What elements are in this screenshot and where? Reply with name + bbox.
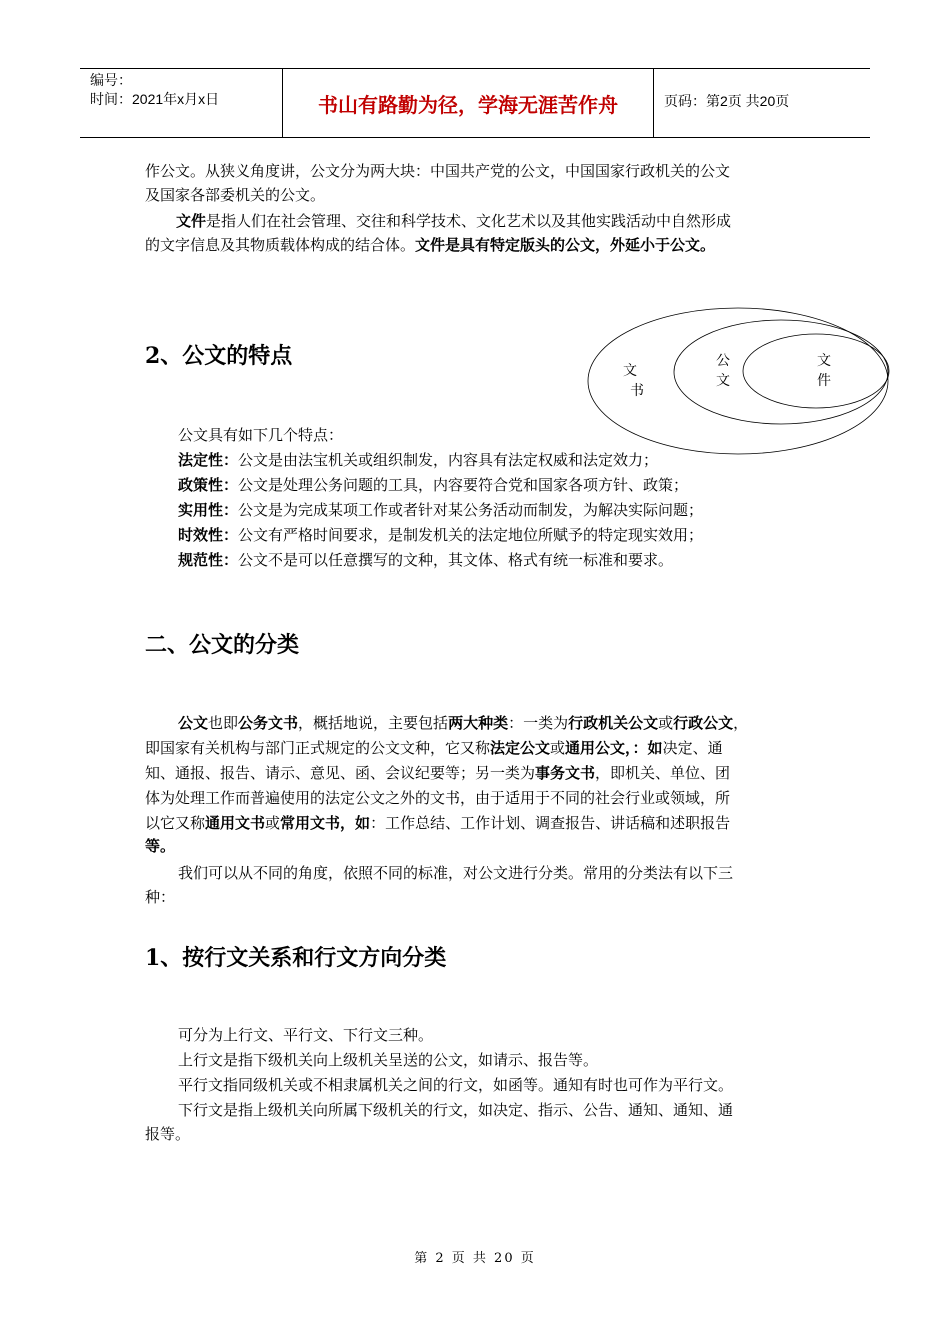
feature-item xyxy=(178,499,703,522)
venn-inner-char: 件 xyxy=(817,373,831,389)
term: 法定公文 xyxy=(490,739,551,757)
class-line xyxy=(178,712,748,735)
text: 或 xyxy=(265,814,281,832)
class-line: 我们可以从不同的角度，依照不同的标准，对公文进行分类。常用的分类法有以下三 xyxy=(178,864,734,882)
feature-item xyxy=(178,524,703,547)
term: 两大种类 xyxy=(448,714,509,732)
term-wenjian: 文件 xyxy=(176,212,207,230)
venn-diagram xyxy=(585,305,895,457)
text: ， xyxy=(733,714,749,732)
term: 常用文书，如 xyxy=(280,814,371,832)
feature-text: 公文不是可以任意撰写的文种，其文体、格式有统一标准和要求。 xyxy=(238,551,674,569)
venn-outer-char: 文 xyxy=(623,363,637,379)
text: ，即机关、单位、团 xyxy=(595,764,731,782)
text: 也即 xyxy=(208,714,239,732)
feature-text: 公文是处理公务问题的工具，内容要符合党和国家各项方针、政策； xyxy=(238,476,689,494)
term: 行政机关公文 xyxy=(568,714,659,732)
feature-item xyxy=(178,549,673,572)
direction-line: 平行文指同级机关或不相隶属机关之间的行文，如函等。通知有时也可作为平行文。 xyxy=(178,1076,734,1094)
direction-line: 上行文是指下级机关向上级机关呈送的公文，如请示、报告等。 xyxy=(178,1051,599,1069)
direction-line: 下行文是指上级机关向所属下级机关的行文，如决定、指示、公告、通知、通知、通 xyxy=(178,1101,734,1119)
venn-inner-char: 文 xyxy=(817,353,831,369)
text: 或 xyxy=(550,739,566,757)
feature-term: 规范性： xyxy=(178,551,239,569)
feature-term: 实用性： xyxy=(178,501,239,519)
feature-term: 时效性： xyxy=(178,526,239,544)
class-line xyxy=(145,737,723,760)
intro-line: 作公文。从狭义角度讲，公文分为两大块：中国共产党的公文，中国国家行政机关的公文 xyxy=(145,162,731,180)
intro-text: 是指人们在社会管理、交往和科学技术、文化艺术以及其他实践活动中自然形成 xyxy=(206,212,732,230)
feature-item xyxy=(178,474,688,497)
intro-line xyxy=(176,210,731,233)
intro-line: 及国家各部委机关的公文。 xyxy=(145,186,326,204)
text: ：工作总结、工作计划、调查报告、讲话稿和述职报告 xyxy=(370,814,731,832)
term: 公务文书 xyxy=(238,714,299,732)
code-label: 编号： xyxy=(90,72,132,88)
feature-text: 公文是由法宝机关或组织制发，内容具有法定权威和法定效力； xyxy=(238,451,659,469)
direction-line: 可分为上行文、平行文、下行文三种。 xyxy=(178,1026,434,1044)
class-line xyxy=(145,812,730,835)
term: 公文 xyxy=(178,714,209,732)
text: 即国家有关机构与部门正式规定的公文文种，它又称 xyxy=(145,739,491,757)
header-divider xyxy=(653,69,654,137)
inner-ellipse xyxy=(743,334,889,408)
section-title-features: 2、公文的特点 xyxy=(145,343,293,369)
section-title-classification: 二、公文的分类 xyxy=(145,632,300,658)
term: 行政公文 xyxy=(673,714,734,732)
section-title-direction: 1、按行文关系和行文方向分类 xyxy=(145,945,447,971)
text: 知、通报、报告、请示、意见、函、会议纪要等；另一类为 xyxy=(145,764,536,782)
direction-line: 报等。 xyxy=(145,1125,191,1143)
feature-item xyxy=(178,449,658,472)
text: 决定、通 xyxy=(662,739,723,757)
term: 通用公文，：如 xyxy=(565,739,663,757)
venn-middle-char: 文 xyxy=(716,373,730,389)
text: 等。 xyxy=(145,837,176,855)
page-footer: 第 2 页 共 20 页 xyxy=(414,1251,536,1266)
intro-line xyxy=(145,234,715,257)
class-line xyxy=(145,835,175,858)
header-motto: 书山有路勤为径，学海无涯苦作舟 xyxy=(318,94,618,117)
features-lead: 公文具有如下几个特点： xyxy=(178,426,344,444)
intro-emphasis: 文件是具有特定版头的公文，外延小于公文。 xyxy=(415,236,716,254)
feature-text: 公文有严格时间要求，是制发机关的法定地位所赋予的特定现实效用； xyxy=(238,526,704,544)
term: 事务文书 xyxy=(535,764,596,782)
venn-outer-char: 书 xyxy=(630,383,644,399)
class-line: 体为处理工作而普遍使用的法定公文之外的文书，由于适用于不同的社会行业或领域，所 xyxy=(145,789,731,807)
text: ，概括地说，主要包括 xyxy=(298,714,449,732)
feature-term: 法定性： xyxy=(178,451,239,469)
intro-text: 的文字信息及其物质载体构成的结合体。 xyxy=(145,236,416,254)
class-line xyxy=(145,762,730,785)
text: 以它又称 xyxy=(145,814,206,832)
page-header xyxy=(80,68,870,138)
text: 或 xyxy=(658,714,674,732)
text: ：一类为 xyxy=(508,714,569,732)
term: 通用文书 xyxy=(205,814,266,832)
page-label: 页码：第2页 共20页 xyxy=(664,93,790,109)
date-label: 时间：2021年x月x日 xyxy=(90,91,220,107)
feature-text: 公文是为完成某项工作或者针对某公务活动而制发，为解决实际问题； xyxy=(238,501,704,519)
header-meta xyxy=(90,71,219,109)
feature-term: 政策性： xyxy=(178,476,239,494)
venn-middle-char: 公 xyxy=(716,353,730,369)
class-line: 种： xyxy=(145,888,176,906)
